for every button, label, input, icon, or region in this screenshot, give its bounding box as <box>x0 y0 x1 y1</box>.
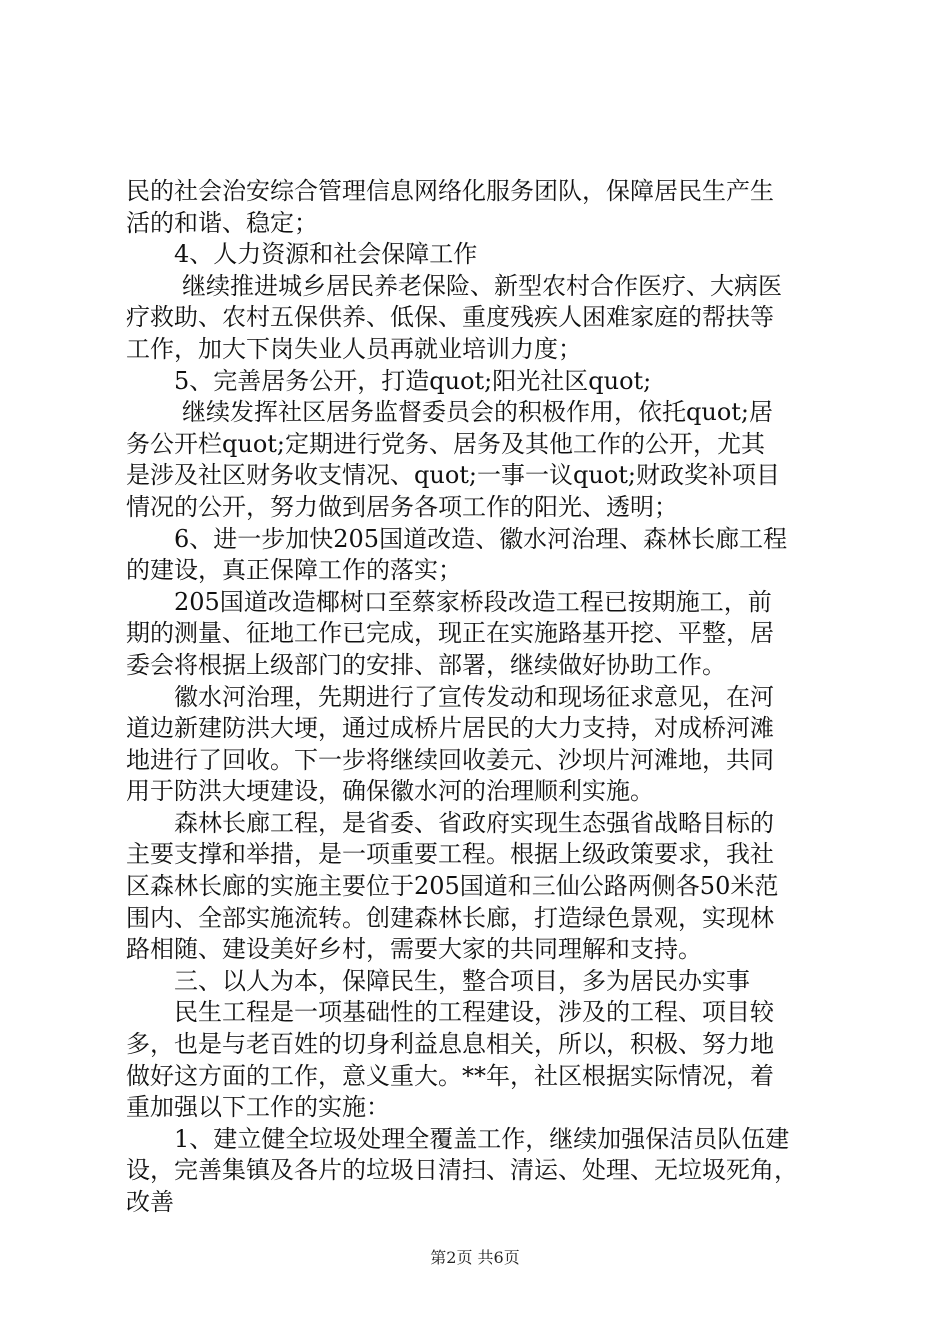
page-number-footer: 第2页 共6页 <box>430 1248 520 1267</box>
text-line: 区森林长廊的实施主要位于205国道和三仙公路两侧各50米范 <box>126 872 779 901</box>
text-line: 的建设，真正保障工作的落实； <box>126 556 462 585</box>
text-line: 情况的公开，努力做到居务各项工作的阳光、透明； <box>126 492 678 521</box>
text-line: 务公开栏quot;定期进行党务、居务及其他工作的公开，尤其 <box>126 429 765 458</box>
section-heading: 4、人力资源和社会保障工作 <box>174 240 478 269</box>
text-line: 是涉及社区财务收支情况、quot;一事一议quot;财政奖补项目 <box>126 461 780 490</box>
text-line: 主要支撑和举措，是一项重要工程。根据上级政策要求，我社 <box>126 840 774 869</box>
text-line: 做好这方面的工作，意义重大。**年，社区根据实际情况，着 <box>126 1061 774 1090</box>
text-line: 期的测量、征地工作已完成，现正在实施路基开挖、平整，居 <box>126 619 774 648</box>
text-line: 工作，加大下岗失业人员再就业培训力度； <box>126 334 582 363</box>
text-line: 205国道改造椰树口至蔡家桥段改造工程已按期施工，前 <box>174 587 772 616</box>
section-heading: 1、建立健全垃圾处理全覆盖工作，继续加强保洁员队伍建 <box>174 1124 790 1153</box>
text-line: 改善 <box>126 1188 174 1216</box>
text-line: 民的社会治安综合管理信息网络化服务团队，保障居民生产生 <box>126 177 774 205</box>
text-line: 道边新建防洪大埂，通过成桥片居民的大力支持，对成桥河滩 <box>126 714 774 743</box>
section-heading: 6、进一步加快205国道改造、徽水河治理、森林长廊工程 <box>174 524 788 553</box>
text-line: 活的和谐、稳定； <box>126 208 318 237</box>
text-line: 继续推进城乡居民养老保险、新型农村合作医疗、大病医 <box>182 271 782 300</box>
text-line: 森林长廊工程，是省委、省政府实现生态强省战略目标的 <box>174 808 774 837</box>
section-heading: 三、以人为本，保障民生，整合项目，多为居民办实事 <box>174 966 750 995</box>
text-line: 疗救助、农村五保供养、低保、重度残疾人困难家庭的帮扶等 <box>126 303 774 332</box>
text-line: 委会将根据上级部门的安排、部署，继续做好协助工作。 <box>126 650 726 679</box>
text-line: 多，也是与老百姓的切身利益息息相关，所以，积极、努力地 <box>126 1030 774 1059</box>
text-line: 设，完善集镇及各片的垃圾日清扫、清运、处理、无垃圾死角， <box>126 1156 798 1185</box>
text-line: 地进行了回收。下一步将继续回收姜元、沙坝片河滩地，共同 <box>126 745 774 774</box>
text-line: 徽水河治理，先期进行了宣传发动和现场征求意见，在河 <box>174 682 774 711</box>
text-line: 民生工程是一项基础性的工程建设，涉及的工程、项目较 <box>174 998 774 1027</box>
section-heading: 5、完善居务公开，打造quot;阳光社区quot; <box>174 366 652 395</box>
document-body <box>126 176 838 1219</box>
text-line: 用于防洪大埂建设，确保徽水河的治理顺利实施。 <box>126 777 654 806</box>
text-line: 重加强以下工作的实施： <box>126 1093 390 1122</box>
text-line: 路相随、建设美好乡村，需要大家的共同理解和支持。 <box>126 935 702 964</box>
text-line: 继续发挥社区居务监督委员会的积极作用，依托quot;居 <box>182 398 773 427</box>
text-line: 围内、全部实施流转。创建森林长廊，打造绿色景观，实现林 <box>126 903 774 932</box>
